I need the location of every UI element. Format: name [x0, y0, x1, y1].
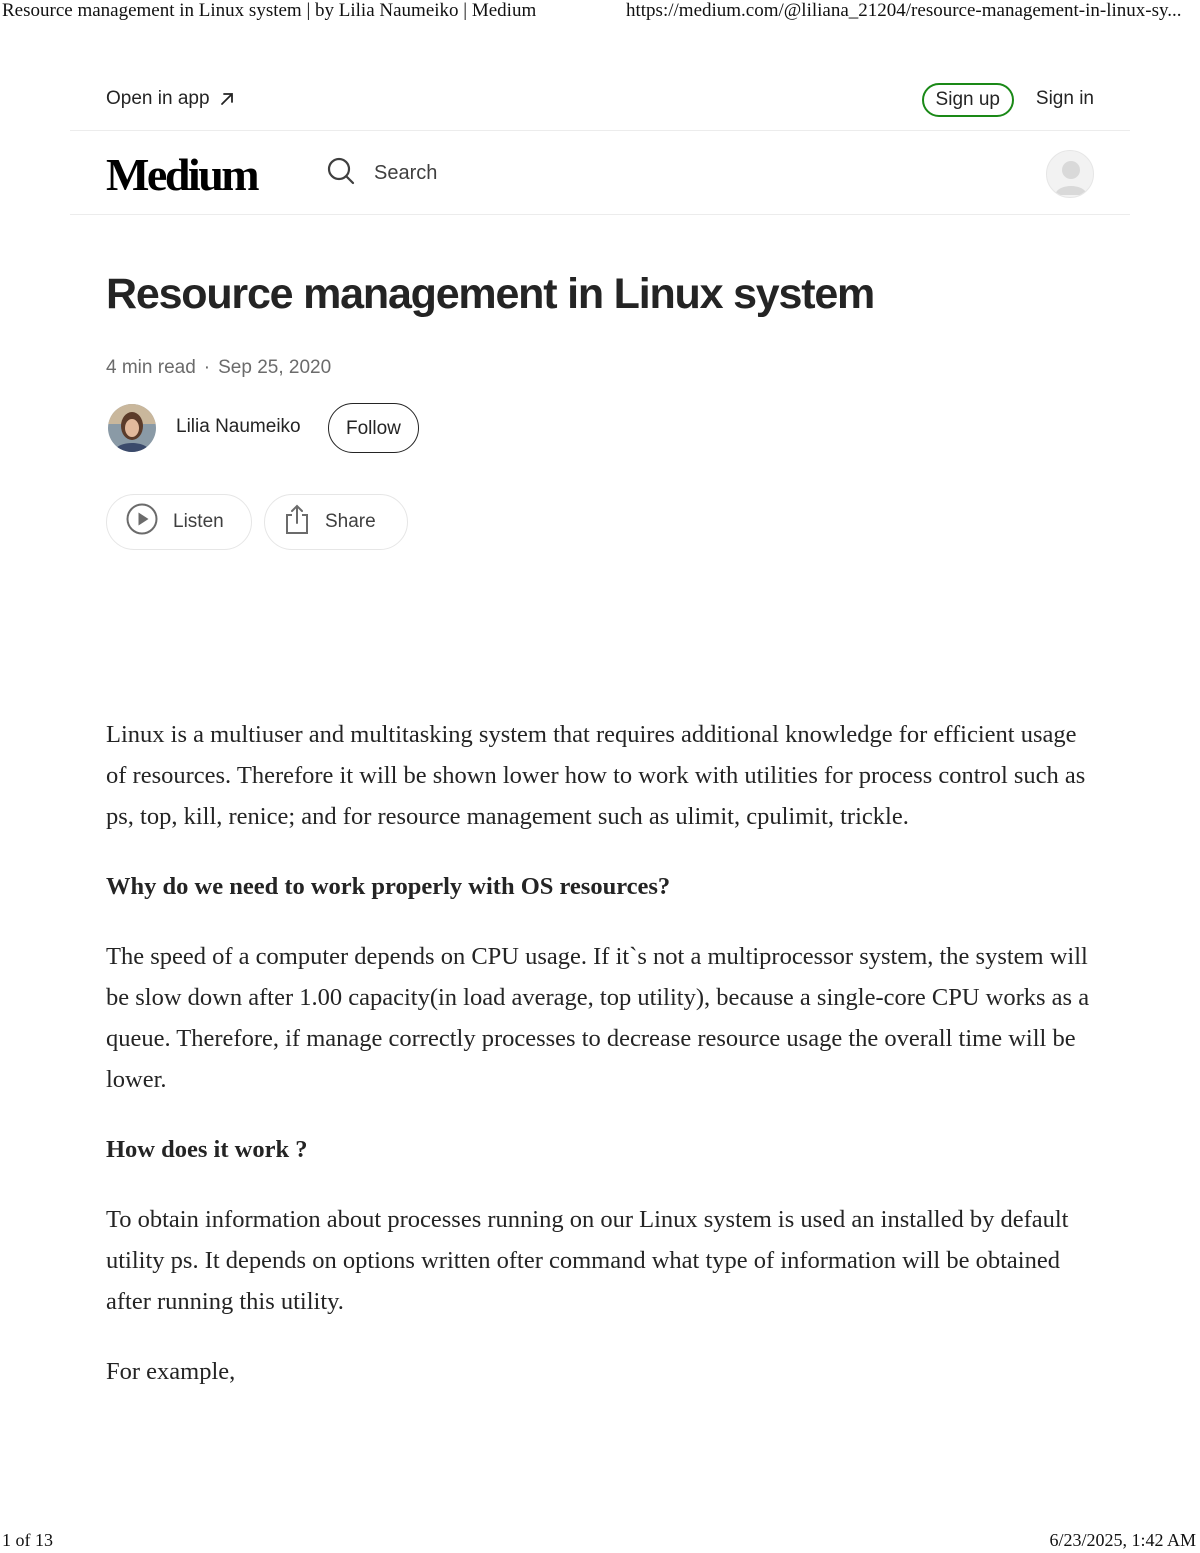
- body-heading-how: How does it work ?: [106, 1136, 308, 1163]
- user-avatar-button[interactable]: [1046, 150, 1094, 198]
- nav-divider: [70, 214, 1130, 215]
- follow-button[interactable]: Follow: [328, 403, 419, 453]
- article-body: [106, 714, 1101, 1421]
- open-in-app-link[interactable]: [106, 88, 236, 110]
- author-avatar[interactable]: [108, 404, 156, 452]
- print-footer: [0, 1530, 1200, 1552]
- user-placeholder-icon: [1047, 151, 1094, 198]
- print-page-url: https://medium.com/@liliana_21204/resource-management-in-linux-sy...: [626, 0, 1182, 21]
- arrow-up-right-icon: [218, 90, 236, 108]
- publish-date: Sep 25, 2020: [218, 357, 332, 378]
- medium-logo[interactable]: Medium: [106, 149, 258, 200]
- play-icon: [125, 502, 159, 542]
- listen-label: Listen: [173, 511, 224, 532]
- meta-separator: ·: [203, 357, 211, 378]
- article-meta: [106, 357, 331, 379]
- body-paragraph: For example,: [106, 1358, 236, 1385]
- author-name[interactable]: Lilia Naumeiko: [176, 416, 301, 437]
- sign-up-button[interactable]: Sign up: [922, 83, 1014, 117]
- body-paragraph: To obtain information about processes running on our Linux system is used an installed by default utility ps. It depends on options written ofter command what type of information will be obtained after running this utility.: [106, 1206, 1069, 1315]
- share-button[interactable]: [264, 494, 408, 550]
- print-header: [0, 0, 1200, 26]
- share-icon: [283, 503, 311, 541]
- top-bar: [106, 82, 1094, 120]
- nav-bar: [106, 140, 1094, 206]
- listen-button[interactable]: [106, 494, 252, 550]
- sign-in-link[interactable]: Sign in: [1035, 88, 1094, 109]
- search-placeholder: Search: [374, 162, 438, 184]
- body-paragraph: Linux is a multiuser and multitasking system that requires additional knowledge for efficient usage of resources. Therefore it will be shown lower how to work with utilities for process control such as ps, top, kill, renice; and for resource management such as ulimit, cpulimit, trickle.: [106, 721, 1086, 830]
- author-row: [106, 402, 506, 454]
- top-divider: [70, 130, 1130, 131]
- body-paragraph: The speed of a computer depends on CPU usage. If it`s not a multiprocessor system, the system will be slow down after 1.00 capacity(in load average, top utility), because a single-core CPU works as a queue. Therefore, if manage correctly processes to decrease resource usage the overall time will be lower.: [106, 943, 1090, 1093]
- print-page-title: Resource management in Linux system | by Lilia Naumeiko | Medium: [2, 0, 537, 21]
- share-label: Share: [325, 511, 376, 532]
- search-icon: [326, 156, 356, 191]
- body-heading-why: Why do we need to work properly with OS resources?: [106, 873, 671, 900]
- page-counter: 1 of 13: [2, 1530, 53, 1550]
- print-timestamp: 6/23/2025, 1:42 AM: [1049, 1530, 1196, 1550]
- search-field[interactable]: [326, 156, 437, 191]
- article-actions: [106, 494, 426, 552]
- read-time: 4 min read: [106, 357, 196, 378]
- article-title: Resource management in Linux system: [106, 270, 875, 318]
- open-in-app-label: Open in app: [106, 88, 210, 109]
